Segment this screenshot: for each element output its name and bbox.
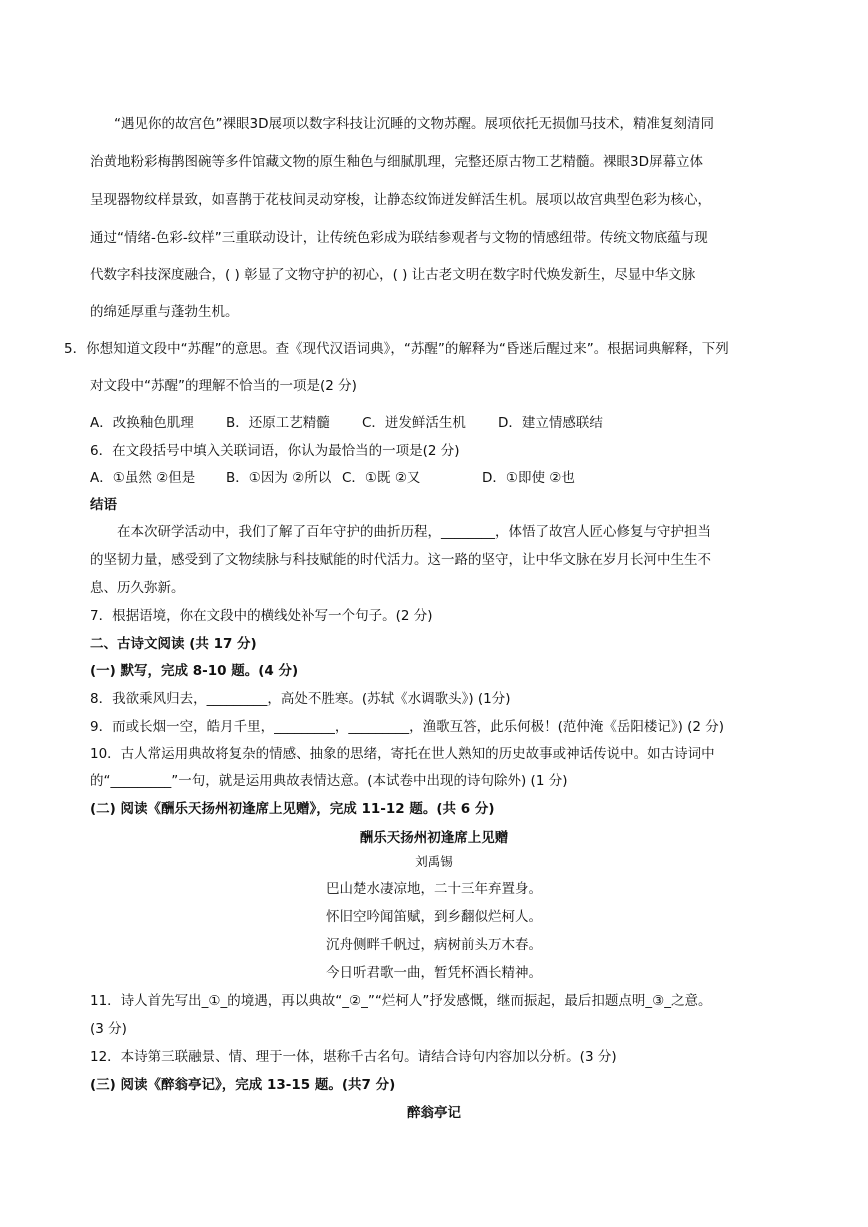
poem-line: 怀旧空吟闻笛赋，到乡翻似烂柯人。 — [326, 909, 542, 925]
conclusion-heading: 结语 — [90, 497, 117, 513]
conclusion-line: 的坚韧力量，感受到了文物续脉与科技赋能的时代活力。这一路的坚守，让中华文脉在岁月长河中生生不 — [90, 552, 711, 568]
poem-author: 刘禹锡 — [415, 854, 453, 869]
poem-line: 今日听君歌一曲，暂凭杯酒长精神。 — [326, 965, 542, 981]
passage-line: 代数字科技深度融合，( ) 彰显了文物守护的初心，( ) 让古老文明在数字时代焕发新生，尽显中华文脉 — [90, 267, 696, 283]
question-5-option-d: D．建立情感联结 — [498, 415, 603, 431]
question-5-option-c: C．迸发鲜活生机 — [362, 415, 466, 431]
poem-line: 巴山楚水凄凉地，二十三年弃置身。 — [326, 881, 542, 897]
question-5-stem: 5．你想知道文段中“苏醒”的意思。查《现代汉语词典》，“苏醒”的解释为“昏迷后醒过来”。根据词典解释，下列 — [64, 341, 729, 357]
question-7: 7．根据语境，你在文段中的横线处补写一个句子。(2 分) — [90, 608, 433, 624]
question-8: 8．我欲乘风归去，_________，高处不胜寒。(苏轼《水调歌头》) (1分) — [90, 691, 511, 707]
question-6-stem: 6．在文段括号中填入关联词语，你认为最恰当的一项是(2 分) — [90, 443, 460, 459]
question-6-option-b: B．①因为 ②所以 — [226, 470, 332, 486]
conclusion-line: 息、历久弥新。 — [90, 580, 185, 596]
passage-line: “遇见你的故宫色”裸眼3D展项以数字科技让沉睡的文物苏醒。展项依托无损伽马技术，精准复刻清同 — [114, 116, 714, 132]
question-6-option-d: D．①即使 ②也 — [482, 470, 575, 486]
question-11-stem: 11．诗人首先写出_①_的境遇，再以典故“_②_”“烂柯人”抒发感慨，继而振起，最后扣题点明_③_之意。 — [90, 993, 712, 1009]
question-10-stem-cont: 的“_________”一句，就是运用典故表情达意。(本试卷中出现的诗句除外) (1 分) — [90, 773, 568, 789]
section-2-part-2-heading: (二) 阅读《酬乐天扬州初逢席上见赠》，完成 11-12 题。(共 6 分) — [90, 801, 495, 817]
passage-line: 呈现器物纹样景致，如喜鹊于花枝间灵动穿梭，让静态纹饰迸发鲜活生机。展项以故宫典型色彩为核心， — [90, 192, 711, 208]
question-5-stem-cont: 对文段中“苏醒”的理解不恰当的一项是(2 分) — [90, 378, 357, 394]
passage-line: 治黄地粉彩梅鹊图碗等多件馆藏文物的原生釉色与细腻肌理，完整还原古物工艺精髓。裸眼3D屏幕立体 — [90, 154, 703, 170]
section-2-part-3-heading: (三) 阅读《醉翁亭记》，完成 13-15 题。(共7 分) — [90, 1077, 396, 1093]
question-6-option-a: A．①虽然 ②但是 — [90, 470, 196, 486]
question-9: 9．而或长烟一空，皓月千里，_________，_________，渔歌互答，此乐何极！(范仲淹《岳阳楼记》) (2 分) — [90, 719, 725, 735]
passage-line: 通过“情绪-色彩-纹样”三重联动设计，让传统色彩成为联结参观者与文物的情感纽带。传统文物底蕴与现 — [90, 230, 708, 246]
question-10-stem: 10．古人常运用典故将复杂的情感、抽象的思绪，寄托在世人熟知的历史故事或神话传说中。如古诗词中 — [90, 746, 715, 762]
question-11-points: (3 分) — [90, 1021, 127, 1037]
question-12: 12．本诗第三联融景、情、理于一体，堪称千古名句。请结合诗句内容加以分析。(3 分) — [90, 1049, 617, 1065]
question-5-option-b: B．还原工艺精髓 — [226, 415, 330, 431]
section-2-heading: 二、古诗文阅读 (共 17 分) — [90, 636, 257, 652]
poem-title: 酬乐天扬州初逢席上见赠 — [359, 830, 509, 846]
part-3-essay-title: 醉翁亭记 — [407, 1105, 461, 1121]
question-6-option-c: C．①既 ②又 — [342, 470, 421, 486]
poem-line: 沉舟侧畔千帆过，病树前头万木春。 — [326, 937, 542, 953]
passage-line: 的绵延厚重与蓬勃生机。 — [90, 304, 239, 320]
question-5-option-a: A．改换釉色肌理 — [90, 415, 194, 431]
section-2-part-1-heading: (一) 默写，完成 8-10 题。(4 分) — [90, 663, 299, 679]
conclusion-line: 在本次研学活动中，我们了解了百年守护的曲折历程，________，体悟了故宫人匠心修复与守护担当 — [117, 524, 711, 540]
